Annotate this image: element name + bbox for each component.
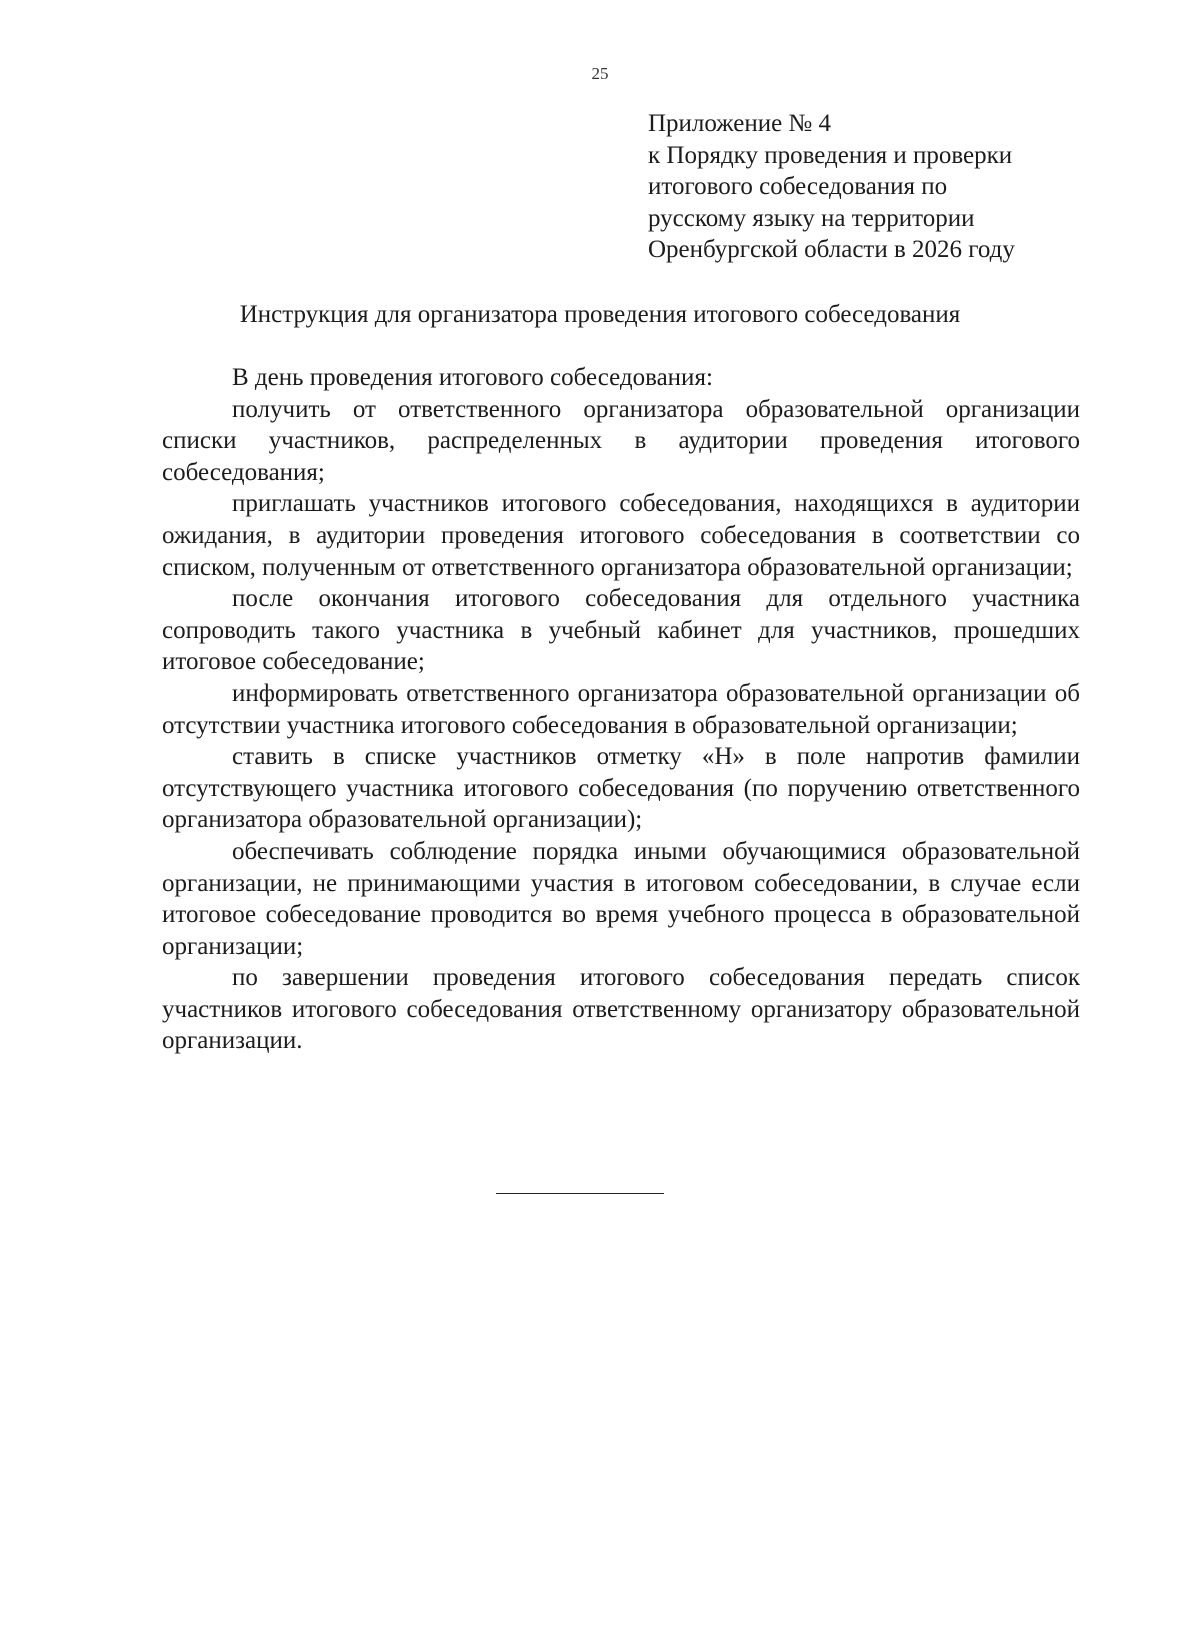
appendix-line: итогового собеседования по xyxy=(648,173,948,200)
appendix-line: к Порядку проведения и проверки xyxy=(648,141,1013,169)
body-paragraph: получить от ответственного организатора образовательной организации списки участников, распределенных в аудитории проведения итогового собеседования; xyxy=(162,395,1080,486)
body-paragraph-intro: В день проведения итогового собеседования: xyxy=(232,364,713,391)
appendix-header xyxy=(648,108,1078,266)
body-paragraph: ставить в списке участников отметку «Н» в поле напротив фамилии отсутствующего участника итогового собеседования (по поручению ответственного организатора образовательной организации); xyxy=(162,743,1080,834)
page-number: 25 xyxy=(591,64,609,83)
appendix-line: русскому языку на территории xyxy=(648,204,975,232)
body-paragraph: по завершении проведения итогового собеседования передать список участников итогового собеседования ответственному организатору образовательной организации. xyxy=(162,964,1080,1055)
body-paragraph: информировать ответственного организатора образовательной организации об отсутствии участника итогового собеседования в образовательной организации; xyxy=(162,679,1080,739)
document-body xyxy=(162,362,1080,1057)
document-title: Инструкция для организатора проведения итогового собеседования xyxy=(239,301,961,328)
end-divider xyxy=(496,1193,664,1194)
body-paragraph: приглашать участников итогового собеседования, находящихся в аудитории ожидания, в аудитории проведения итогового собеседования в соответствии со списком, полученным от ответственного организатора образовательной организации; xyxy=(162,490,1080,581)
appendix-line: Приложение № 4 xyxy=(648,110,832,137)
appendix-line: Оренбургской области в 2026 году xyxy=(648,236,1015,263)
body-paragraph: обеспечивать соблюдение порядка иными обучающимися образовательной организации, не принимающими участия в итоговом собеседовании, в случае если итоговое собеседование проводится во время учебного процесса в образовательной организации; xyxy=(162,837,1080,960)
body-paragraph: после окончания итогового собеседования для отдельного участника сопроводить такого участника в учебный кабинет для участников, прошедших итоговое собеседование; xyxy=(162,585,1080,676)
